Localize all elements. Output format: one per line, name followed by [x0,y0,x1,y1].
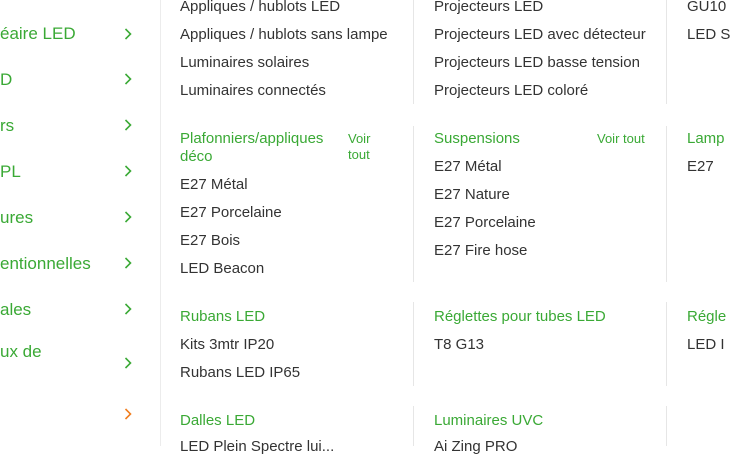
sidebar-item-4[interactable] [0,207,160,229]
column-divider [413,406,414,446]
menu-link[interactable]: LED Beacon [180,260,265,277]
menu-link[interactable]: E27 Métal [434,158,502,175]
menu-link[interactable]: Projecteurs LED [434,0,544,15]
group-title-reglettes[interactable]: Réglettes pour tubes LED [434,308,606,325]
menu-link[interactable]: Rubans LED IP65 [180,364,301,381]
group-title-dalles[interactable]: Dalles LED [180,412,256,429]
see-all-line: tout [348,147,370,162]
menu-link[interactable]: Kits 3mtr IP20 [180,336,275,353]
sidebar-item-8[interactable] [0,404,160,426]
sidebar-item-label: éaire LED [0,24,76,43]
menu-link[interactable]: Luminaires connectés [180,82,326,99]
see-all-link[interactable] [348,131,370,163]
sidebar-item-5[interactable] [0,253,160,275]
sidebar-item-0[interactable] [0,23,160,45]
see-all-line: Voir [348,131,371,146]
sidebar-item-label: ales [0,300,32,319]
sidebar-item-label: D [0,70,13,89]
category-sidebar [0,0,161,446]
menu-link[interactable]: T8 G13 [434,336,485,353]
chevron-right-icon [121,210,135,224]
chevron-right-icon [121,72,135,86]
menu-link[interactable]: Luminaires solaires [180,54,310,71]
sidebar-item-label: entionnelles [0,254,91,273]
menu-link[interactable]: E27 Nature [434,186,510,203]
column-divider [413,0,414,104]
column-divider [666,0,667,104]
column-divider [666,406,667,446]
menu-link[interactable]: Projecteurs LED coloré [434,82,589,99]
group-title-line: déco [180,148,213,165]
menu-link[interactable]: E27 Porcelaine [180,204,282,221]
menu-link[interactable]: E27 Métal [180,176,248,193]
column-divider [413,302,414,386]
menu-link[interactable]: E27 Fire hose [434,242,528,259]
sidebar-item-label: PL [0,162,21,181]
sidebar-item-label: rs [0,116,15,135]
group-title-line: Plafonniers/appliques [180,130,324,147]
menu-link[interactable]: E27 [687,158,714,175]
group-title-suspensions[interactable]: Suspensions [434,130,520,147]
group-title-rubans[interactable]: Rubans LED [180,308,266,325]
column-divider [666,126,667,282]
menu-link[interactable]: Appliques / hublots LED [180,0,341,15]
menu-link[interactable]: LED S [687,26,730,43]
column-divider [413,126,414,282]
sidebar-item-label: ures [0,208,34,227]
chevron-right-icon [121,356,135,370]
menu-link[interactable]: LED Plein Spectre lui... [180,438,335,455]
sidebar-item-1[interactable] [0,69,160,91]
sidebar-item-2[interactable] [0,115,160,137]
menu-link[interactable]: GU10 [687,0,727,15]
menu-link[interactable]: Projecteurs LED basse tension [434,54,640,71]
chevron-right-icon [121,302,135,316]
chevron-right-icon [121,407,135,421]
group-title-lamp[interactable]: Lamp [687,130,725,147]
chevron-right-icon [121,27,135,41]
chevron-right-icon [121,164,135,178]
chevron-right-icon [121,256,135,270]
sidebar-item-7[interactable] [0,341,160,385]
see-all-link[interactable]: Voir tout [597,131,645,146]
chevron-right-icon [121,118,135,132]
menu-link[interactable]: Ai Zing PRO [434,438,518,455]
sidebar-item-3[interactable] [0,161,160,183]
menu-link[interactable]: LED I [687,336,725,353]
menu-link[interactable]: Projecteurs LED avec détecteur [434,26,646,43]
menu-link[interactable]: E27 Bois [180,232,241,249]
sidebar-item-6[interactable] [0,299,160,321]
menu-link[interactable]: Appliques / hublots sans lampe [180,26,388,43]
group-title-regle[interactable]: Régle [687,308,727,325]
menu-link[interactable]: E27 Porcelaine [434,214,536,231]
group-title-plafonniers[interactable] [180,130,340,166]
sidebar-item-label: ux de [0,342,42,361]
group-title-uvc[interactable]: Luminaires UVC [434,412,544,429]
mega-menu-panel [161,0,730,455]
column-divider [666,302,667,386]
